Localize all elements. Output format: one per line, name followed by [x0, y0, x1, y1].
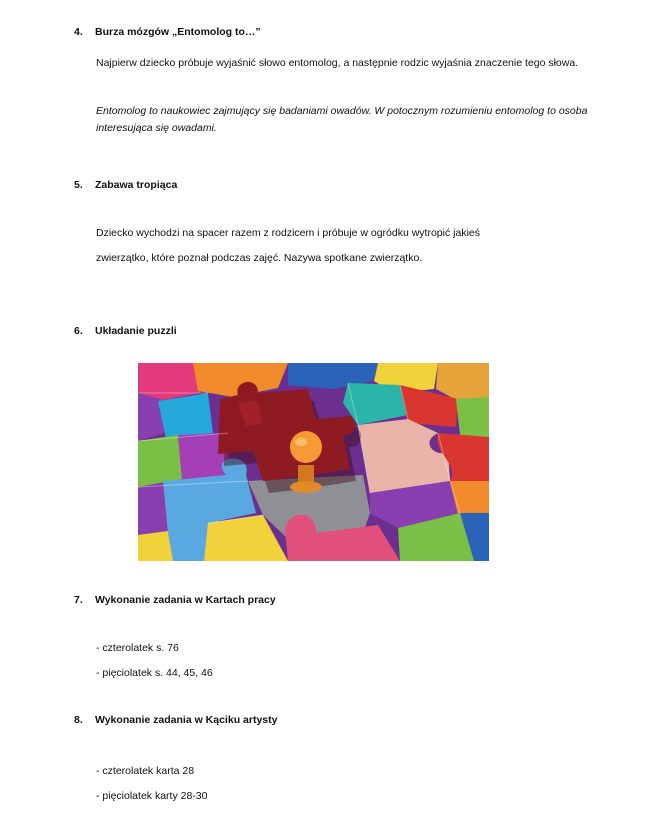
section-8-number: 8. [74, 714, 83, 726]
section-7-item-2: - pięciolatek s. 44, 45, 46 [96, 667, 213, 679]
section-4-heading [74, 26, 261, 38]
section-4-title: Burza mózgów „Entomolog to…” [95, 26, 261, 38]
section-5-heading [74, 179, 177, 191]
section-6-heading [74, 325, 177, 337]
section-5-number: 5. [74, 179, 83, 191]
section-7-heading [74, 594, 276, 606]
section-8-heading [74, 714, 277, 726]
section-7-number: 7. [74, 594, 83, 606]
section-7-title: Wykonanie zadania w Kartach pracy [95, 594, 276, 606]
section-4-number: 4. [74, 26, 83, 38]
section-4-paragraph-1: Najpierw dziecko próbuje wyjaśnić słowo entomolog, a następnie rodzic wyjaśnia znaczenie tego słowa. [96, 57, 579, 69]
puzzle-image [138, 363, 489, 561]
section-7-item-1: - czterolatek s. 76 [96, 642, 179, 654]
section-5-line-1: Dziecko wychodzi na spacer razem z rodzicem i próbuje w ogródku wytropić jakieś [96, 227, 480, 239]
section-4-definition: Entomolog to naukowiec zajmujący się badaniami owadów. W potocznym rozumieniu entomolog to osoba interesująca się owadami. [96, 105, 588, 134]
section-6-title: Układanie puzzli [95, 325, 177, 337]
section-8-title: Wykonanie zadania w Kąciku artysty [95, 714, 278, 726]
section-8-item-1: - czterolatek karta 28 [96, 765, 195, 777]
section-5-title: Zabawa tropiąca [95, 179, 178, 191]
section-8-item-2: - pięciolatek karty 28-30 [96, 790, 208, 802]
section-5-line-2: zwierzątko, które poznał podczas zajęć. Nazywa spotkane zwierzątko. [96, 252, 423, 264]
section-6-number: 6. [74, 325, 83, 337]
